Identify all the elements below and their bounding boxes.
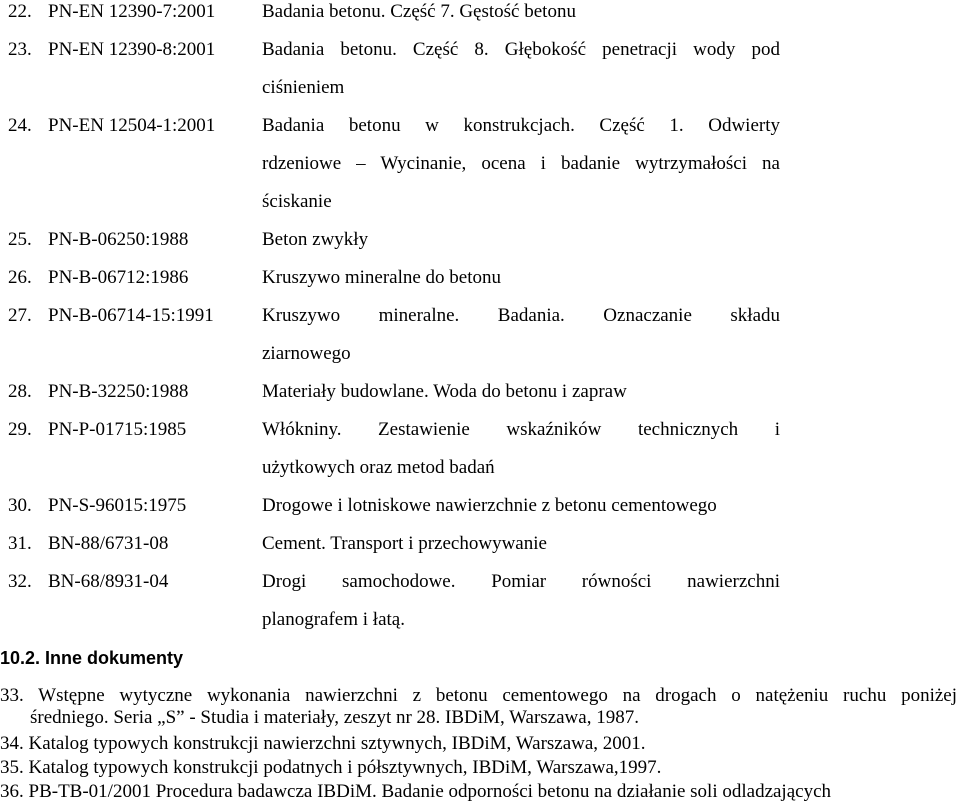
reference-item: 35. Katalog typowych konstrukcji podatnych i półsztywnych, IBDiM, Warszawa,1997. — [0, 757, 662, 778]
standard-number: 22. — [8, 1, 32, 22]
standard-title: Włókniny. Zestawienie wskaźników technicznych i — [262, 419, 780, 440]
standard-number: 32. — [8, 571, 32, 592]
standard-number: 27. — [8, 305, 32, 326]
standard-title: Beton zwykły — [262, 229, 369, 250]
standard-title: Badania betonu. Część 8. Głębokość penetracji wody pod — [262, 39, 780, 60]
standard-number: 24. — [8, 115, 32, 136]
standard-code: PN-B-32250:1988 — [48, 381, 189, 402]
standard-title: Materiały budowlane. Woda do betonu i zapraw — [262, 381, 627, 402]
standard-code: PN-EN 12504-1:2001 — [48, 115, 216, 136]
standard-title-continuation: ściskanie — [262, 191, 332, 212]
standard-title: Kruszywo mineralne do betonu — [262, 267, 502, 288]
standard-number: 30. — [8, 495, 32, 516]
standard-title: Cement. Transport i przechowywanie — [262, 533, 547, 554]
section-heading: 10.2. Inne dokumenty — [0, 648, 184, 668]
standard-title: Drogi samochodowe. Pomiar równości nawierzchni — [262, 571, 780, 592]
standard-code: BN-88/6731-08 — [48, 533, 169, 554]
standard-title-continuation: rdzeniowe – Wycinanie, ocena i badanie wytrzymałości na — [262, 153, 780, 174]
reference-item: 34. Katalog typowych konstrukcji nawierzchni sztywnych, IBDiM, Warszawa, 2001. — [0, 733, 646, 754]
standard-title: Drogowe i lotniskowe nawierzchnie z betonu cementowego — [262, 495, 717, 516]
standard-number: 23. — [8, 39, 32, 60]
standard-title-continuation: planografem i łatą. — [262, 609, 405, 630]
standard-title: Badania betonu w konstrukcjach. Część 1. Odwierty — [262, 115, 780, 136]
reference-item-continuation: średniego. Seria „S” - Studia i materiały, zeszyt nr 28. IBDiM, Warszawa, 1987. — [30, 707, 639, 728]
standard-code: PN-P-01715:1985 — [48, 419, 187, 440]
standard-title: Badania betonu. Część 7. Gęstość betonu — [262, 1, 576, 22]
reference-item: 33. Wstępne wytyczne wykonania nawierzchni z betonu cementowego na drogach o natężeniu ruchu poniżej — [0, 685, 957, 706]
standard-title-continuation: użytkowych oraz metod badań — [262, 457, 495, 478]
standard-number: 31. — [8, 533, 32, 554]
standard-title-continuation: ciśnieniem — [262, 77, 345, 98]
standard-number: 29. — [8, 419, 32, 440]
standard-number: 28. — [8, 381, 32, 402]
standard-code: PN-S-96015:1975 — [48, 495, 187, 516]
standard-code: PN-EN 12390-7:2001 — [48, 1, 216, 22]
standard-code: PN-B-06250:1988 — [48, 229, 189, 250]
standard-title: Kruszywo mineralne. Badania. Oznaczanie składu — [262, 305, 780, 326]
standard-code: PN-B-06712:1986 — [48, 267, 189, 288]
standard-title-continuation: ziarnowego — [262, 343, 351, 364]
standard-code: BN-68/8931-04 — [48, 571, 169, 592]
standard-code: PN-EN 12390-8:2001 — [48, 39, 216, 60]
standard-number: 25. — [8, 229, 32, 250]
reference-item: 36. PB-TB-01/2001 Procedura badawcza IBDiM. Badanie odporności betonu na działanie soli odladzających — [0, 781, 832, 802]
standard-code: PN-B-06714-15:1991 — [48, 305, 214, 326]
standard-number: 26. — [8, 267, 32, 288]
